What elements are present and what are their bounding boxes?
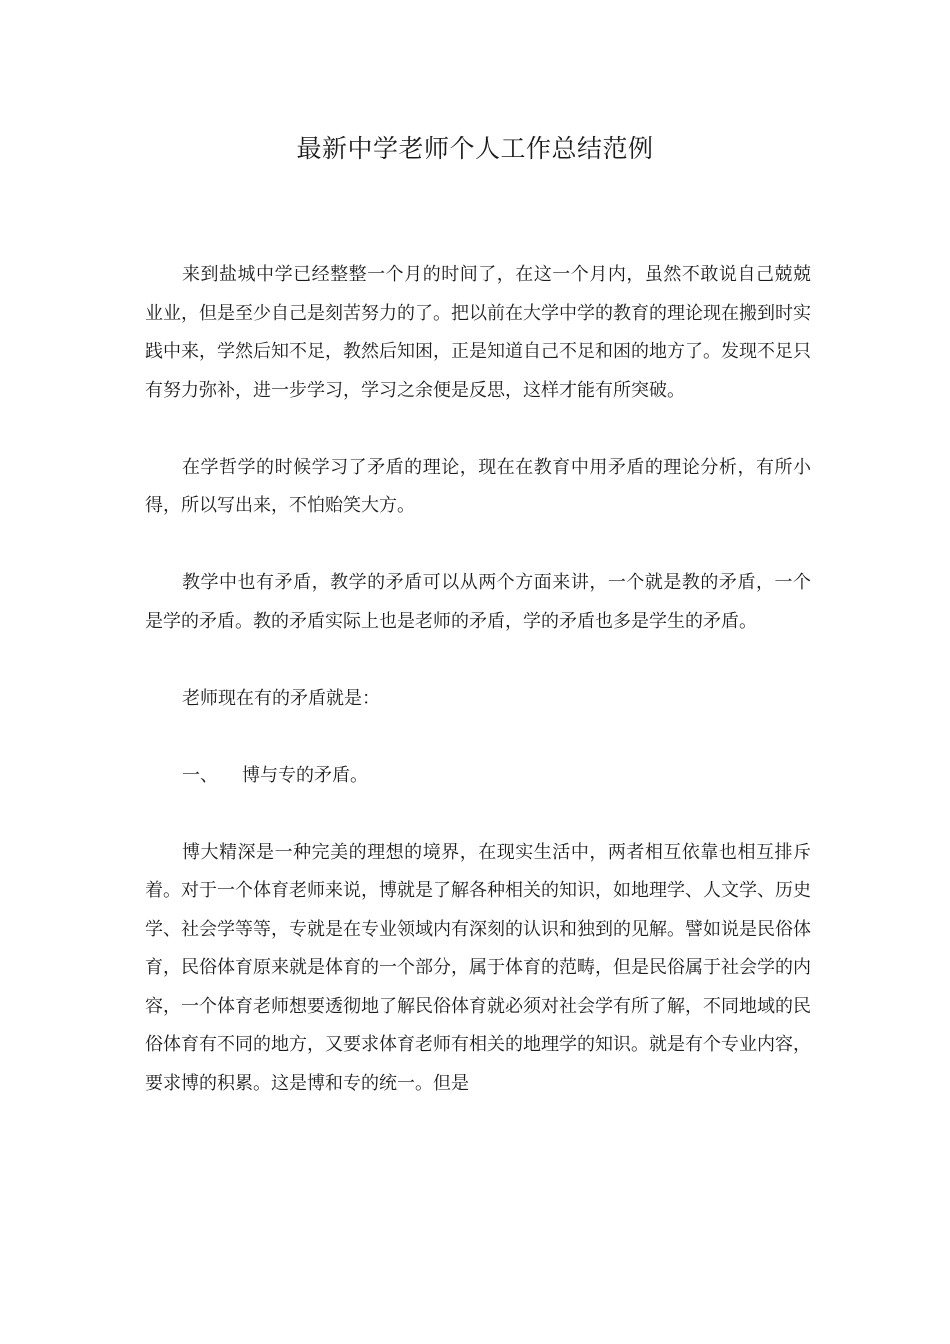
list-number: 一、 (182, 764, 218, 786)
document-title: 最新中学老师个人工作总结范例 (296, 134, 654, 163)
paragraph-philosophy: 在学哲学的时候学习了矛盾的理论，现在在教育中用矛盾的理论分析，有所小得，所以写出来，不怕贻笑大方。 (145, 456, 811, 516)
paragraph-intro: 来到盐城中学已经整整一个月的时间了，在这一个月内，虽然不敢说自己兢兢业业，但是至少自己是刻苦努力的了。把以前在大学中学的教育的理论现在搬到时实践中来，学然后知不足，教然后知困，正是知道自己不足和困的地方了。发现不足只有努力弥补，进一步学习，学习之余便是反思，这样才能有所突破。 (145, 264, 811, 401)
list-text: 博与专的矛盾。 (242, 764, 368, 786)
list-item-breadth-depth (145, 757, 811, 796)
paragraph-breadth-depth: 博大精深是一种完美的理想的境界，在现实生活中，两者相互依靠也相互排斥着。对于一个体育老师来说，博就是了解各种相关的知识，如地理学、人文学、历史学、社会学等等，专就是在专业领域内有深刻的认识和独到的见解。譬如说是民俗体育，民俗体育原来就是体育的一个部分，属于体育的范畴，但是民俗属于社会学的内容，一个体育老师想要透彻地了解民俗体育就必须对社会学有所了解，不同地域的民俗体育有不同的地方，又要求体育老师有相关的地理学的知识。就是有个专业内容，要求博的积累。这是博和专的统一。但是 (145, 841, 811, 1094)
paragraph-teacher-contradictions: 老师现在有的矛盾就是： (182, 687, 380, 709)
paragraph-contradictions: 教学中也有矛盾，教学的矛盾可以从两个方面来讲，一个就是教的矛盾，一个是学的矛盾。教的矛盾实际上也是老师的矛盾，学的矛盾也多是学生的矛盾。 (145, 572, 811, 632)
document-body (145, 256, 811, 1103)
